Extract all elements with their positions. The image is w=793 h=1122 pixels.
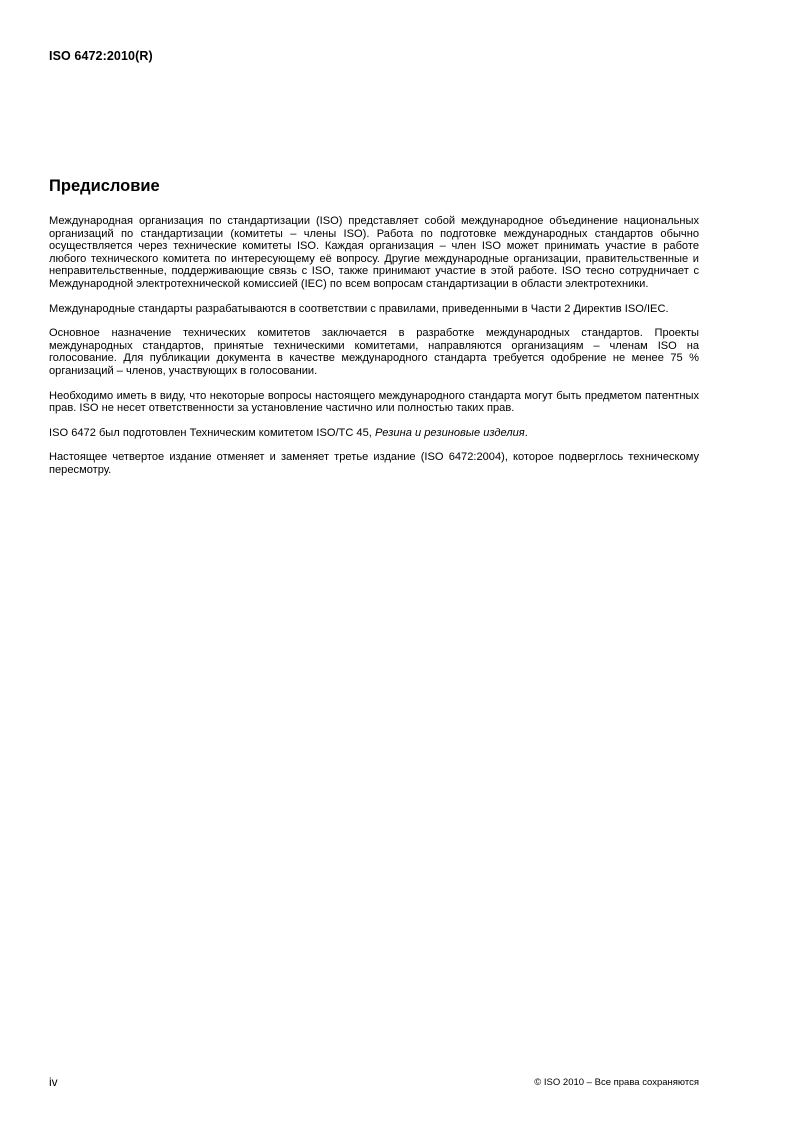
paragraph-patent-rights: Необходимо иметь в виду, что некоторые вопросы настоящего международного стандарта могут быть предметом патентных прав. ISO не несет ответственности за установление частично или полностью таких прав. [49,389,699,415]
document-id: ISO 6472:2010(R) [49,49,153,63]
prepared-by-prefix: ISO 6472 был подготовлен Техническим комитетом ISO/TC 45, [49,426,375,439]
foreword-body [49,215,699,489]
paragraph-edition-note: Настоящее четвертое издание отменяет и заменяет третье издание (ISO 6472:2004), которое подверглось техническому пересмотру. [49,451,699,476]
copyright-notice: © ISO 2010 – Все права сохраняются [534,1077,699,1088]
committee-name: Резина и резиновые изделия [374,426,525,439]
paragraph-committee-tasks: Основное назначение технических комитетов заключается в разработке международных стандартов. Проекты международных стандартов, принятые техническими комитетами, направляются организациям – членам ISO на голосование. Для публикации документа в качестве международного стандарта требуется одобрение не менее 75 % организаций – членов, участвующих в голосовании. [49,327,699,377]
prepared-by-suffix: . [524,426,528,439]
section-heading-foreword: Предисловие [49,177,160,195]
paragraph-iso-overview: Международная организация по стандартизации (ISO) представляет собой международное объединение национальных организаций по стандартизации (комитеты – члены ISO). Работа по подготовке международных стандартов обычно осуществляется через технические комитеты ISO. Каждая организация – член ISO может принимать участие в работе любого технического комитета по интересующему её вопросу. Другие международные организации, правительственные и неправительственные, поддерживающие связь с ISO, также принимают участие в этой работе. ISO тесно сотрудничает с Международной электротехнической комиссией (IEC) по всем вопросам стандартизации в области электротехники. [49,215,699,290]
paragraph-directives: Международные стандарты разрабатываются в соответствии с правилами, приведенными в Части 2 Директив ISO/IEC. [49,302,669,315]
page-number: iv [49,1075,58,1089]
paragraph-prepared-by [49,427,699,440]
